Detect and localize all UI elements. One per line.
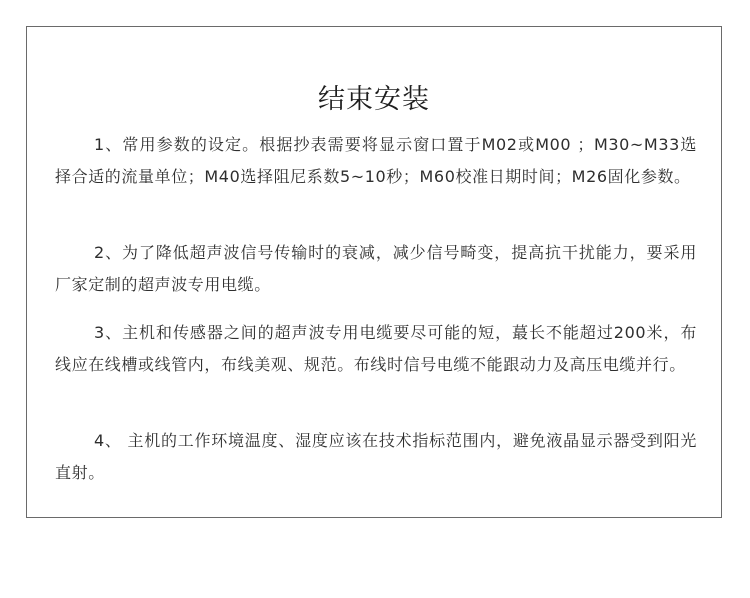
paragraph-cable-routing: 3、主机和传感器之间的超声波专用电缆要尽可能的短，蕞长不能超过200米，布线应在线槽或线管内，布线美观、规范。布线时信号电缆不能跟动力及高压电缆并行。 [55,323,697,374]
paragraph-environment: 4、 主机的工作环境温度、湿度应该在技术指标范围内，避免液晶显示器受到阳光直射。 [55,431,697,482]
paragraph-parameter-settings: 1、常用参数的设定。根据抄表需要将显示窗口置于M02或M00 ；M30~M33选择合适的流量单位；M40选择阻尼系数5~10秒；M60校准日期时间；M26固化参数。 [55,135,697,186]
page-title: 结束安装 [318,84,430,115]
paragraph-cable-attenuation: 2、为了降低超声波信号传输时的衰减，减少信号畸变，提高抗干扰能力，要采用厂家定制的超声波专用电缆。 [55,243,697,294]
installation-panel [26,26,722,518]
